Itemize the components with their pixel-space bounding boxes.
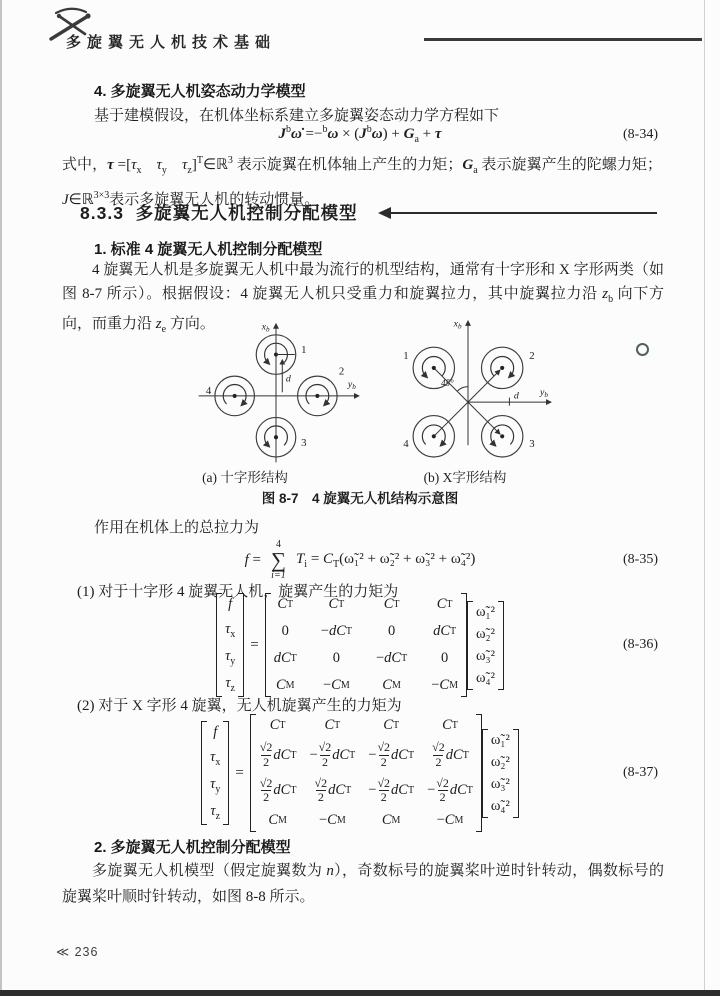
equation-8-35 (60, 538, 660, 582)
figure-caption: 图 8-7 4 旋翼无人机结构示意图 (261, 491, 459, 506)
sum-icon: 4 ∑ i=1 (270, 538, 286, 581)
para-total-thrust: 作用在机体上的总拉力为 (94, 520, 260, 536)
heading-multirotor-allocation: 2. 多旋翼无人机控制分配模型 (94, 839, 291, 856)
rotor-label: 3 (529, 438, 535, 451)
caption-b: (b) X字形结构 (423, 470, 507, 485)
heading-standard-quadrotor: 1. 标准 4 旋翼无人机控制分配模型 (94, 241, 323, 258)
axis-label-y: $y_b$ (347, 378, 356, 392)
equation-tag: (8-36) (623, 637, 658, 652)
rotor-label: 1 (403, 349, 409, 362)
equation-8-36 (60, 596, 660, 694)
axis-label-y: $y_b$ (540, 386, 548, 400)
chevron-left-icon: ≪ (56, 945, 71, 959)
eq35-lead: f = (244, 551, 261, 568)
matrix-8-36: C T C T C T C T 0 − dC T 0 dC T dC T 0 − dC T 0 C M − C M C M − C M (265, 593, 467, 697)
angle-arc (457, 387, 468, 392)
lhs-vector: f $\tau_x$ $\tau_y$ $\tau_z$ (201, 721, 229, 825)
axis-label-x: $x_b$ (261, 321, 270, 334)
d-label: d (285, 373, 291, 385)
para-cross-case: (1) 对于十字形 4 旋翼无人机，旋翼产生的力矩为 (77, 584, 399, 600)
section-number: 8.3.3 (80, 203, 124, 223)
header-title: 多旋翼无人机技术基础 (66, 34, 277, 51)
para-quadrotor-intro: 4 旋翼无人机是多旋翼无人机中最为流行的机型结构，通常有十字形和 X 字形两类（如图 8-7 所示）。根据假设：4 旋翼无人机只受重力和旋翼拉力，其中旋翼拉力沿 $z_b$ 向下方向，而重力沿 $z_e$ 方向。 (62, 262, 664, 335)
diagram-cross-config (186, 315, 366, 466)
d-label: d (513, 390, 519, 402)
rotor-label: 4 (403, 438, 409, 451)
omega-vector: ω̃₁² ω̃₂² ω̃₃² ω̃₄² (482, 729, 519, 818)
lhs-vector: f $\tau_x$ $\tau_y$ $\tau_z$ (216, 593, 244, 697)
page-number: ≪ 236 (56, 945, 99, 959)
rotor-label: 3 (301, 437, 307, 450)
equation-8-37 (60, 714, 660, 832)
angle-label: 45° (441, 377, 454, 388)
rotor-label: 2 (529, 349, 535, 362)
rotor-2 (482, 347, 523, 388)
section-title: 多旋翼无人机控制分配模型 (135, 203, 358, 223)
margin-ring-mark (636, 343, 649, 356)
para-where: 式中，$\tau =[\tau_x$ $\tau_y$ $\tau_z]^T\in ℝ^3$ 表示旋翼在机体轴上产生的力矩；$G_a$ 表示旋翼产生的陀螺力矩；J∈ℝ$^{3\times 3}$表示多旋翼无人机的转动惯量。 (62, 155, 662, 208)
equation-8-34 (60, 124, 660, 145)
section-arrow-icon (385, 212, 657, 214)
diagram-x-config (378, 312, 558, 467)
para-intro: 基于建模假设，在机体坐标系建立多旋翼姿态动力学方程如下 (94, 108, 500, 124)
equals-sign: = (250, 636, 259, 653)
bottom-bar (0, 990, 720, 996)
page-left-edge (0, 0, 2, 990)
eq35-body: $T_i$ = $C_T(\omegã_1^2$ + ω̃₂² + ω̃₃² + ω̃₄²) (295, 550, 476, 570)
equation-tag: (8-34) (623, 126, 658, 142)
rotor-1 (413, 347, 454, 388)
rotor-4 (413, 416, 454, 457)
caption-a: (a) 十字形结构 (202, 470, 288, 485)
rotor-3 (482, 416, 523, 457)
omega-vector: ω̃₁² ω̃₂² ω̃₃² ω̃₄² (467, 601, 504, 690)
axis-label-x: $x_b$ (453, 318, 462, 331)
section-heading (80, 200, 358, 225)
rotor-label: 4 (205, 385, 212, 398)
equals-sign: = (235, 764, 244, 781)
heading-attitude-model: 4. 多旋翼无人机姿态动力学模型 (94, 83, 306, 100)
para-multirotor-model: 多旋翼无人机模型（假定旋翼数为 n），奇数标号的旋翼桨叶逆时针转动，偶数标号的旋翼桨叶顺时针转动，如图 8-8 所示。 (62, 863, 664, 905)
header-rule (424, 38, 702, 41)
rotor-label: 1 (301, 343, 307, 356)
page-right-edge (704, 0, 705, 990)
equation-body: $J^b\omegȧ =-^b\omega \times (J^b\omega) + G_a + \tau$ (278, 124, 442, 145)
equation-tag: (8-35) (623, 552, 658, 567)
arm-4 (434, 402, 468, 436)
equation-tag: (8-37) (623, 765, 658, 780)
matrix-8-37: C T C T C T C T √2 2 dC T − √2 2 dC T − √2 2 dC T √2 2 dC T √2 2 dC T √2 2 dC T − √2 2 dC T − √2 2 dC T C M − C M C M − C M (250, 714, 482, 832)
rotor-label: 2 (338, 365, 345, 378)
para-x-case: (2) 对于 X 字形 4 旋翼，无人机旋翼产生的力矩为 (77, 698, 402, 714)
